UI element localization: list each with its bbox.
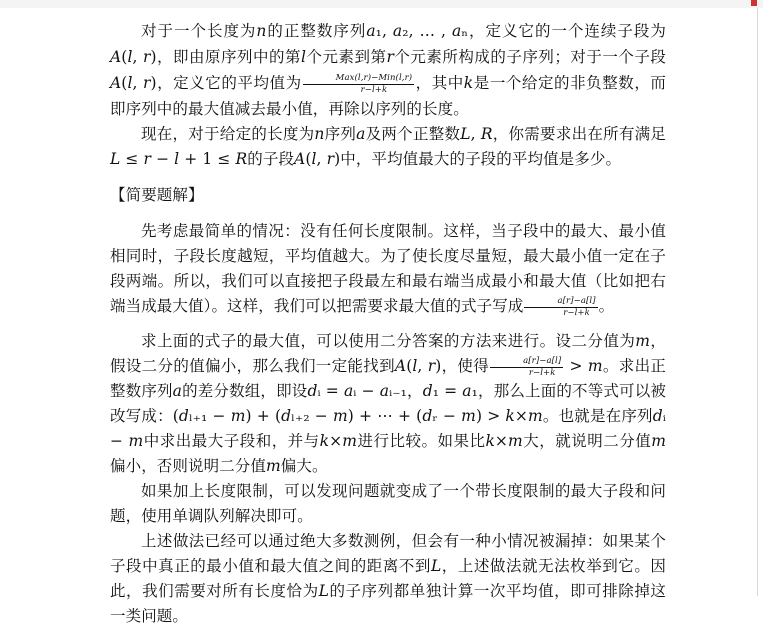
paragraph-simple-case: [110, 219, 666, 319]
average-formula: [303, 73, 415, 96]
paragraph-problem-definition: [110, 18, 666, 122]
paragraph-edge-case: 上述做法已经可以通过绝大多数测例，但会有一种小情况被漏掉：如果某个子段中真正的最小值和最大值之间的距离不到𝐿，上述做法就无法枚举到它。因此，我们需要对所有长度恰为𝐿的子序列都单独计算一次平均值，即可排除掉这一类问题。: [110, 532, 666, 625]
section-heading: 【简要题解】: [110, 186, 204, 204]
paragraph-task: 现在，对于给定的长度为𝑛序列𝑎及两个正整数𝐿, 𝑅，你需要求出在所有满足𝐿 ≤ 𝑟 − 𝑙 + 1 ≤ 𝑅的子段𝐴(𝑙, 𝑟)中，平均值最大的子段的平均值是多少。: [110, 125, 666, 168]
window-top-strip: [0, 0, 763, 8]
formula-denominator: r−l+k: [528, 367, 556, 378]
close-marker: [751, 0, 757, 6]
formula-denominator: r−l+k: [360, 84, 388, 95]
target-formula: [524, 296, 597, 319]
formula-numerator: Max(l,r)−Min(l,r): [303, 73, 415, 85]
paragraph-text: 对于一个长度为𝑛的正整数序列𝑎₁, 𝑎₂, … , 𝑎ₙ，定义它的一个连续子段为𝐴(𝑙, 𝑟)，即由原序列中的第𝑙个元素到第𝑟个元素所构成的子序列；对于一个子段𝐴(𝑙, 𝑟)，定义它的平均值为: [110, 22, 666, 92]
paragraph-length-limit: 如果加上长度限制，可以发现问题就变成了一个带长度限制的最大子段和问题，使用单调队列解决即可。: [110, 482, 666, 525]
paragraph-text: 。: [598, 297, 615, 315]
inequality-formula: [490, 356, 563, 379]
paragraph-text: 先考虑最简单的情况：没有任何长度限制。这样，当子段中的最大、最小值相同时，子段长度越短，平均值越大。为了使长度尽量短，最大最小值一定在子段两端。所以，我们可以直接把子段最左和最右端当成最小和最大值（比如把右端当成最大值）。这样，我们可以把需要求最大值的式子写成: [110, 222, 666, 315]
scrollbar-track[interactable]: [757, 8, 758, 596]
formula-numerator: a[r]−a[l]: [524, 296, 597, 308]
paragraph-text: ，其中𝑘是一个给定的非负整数，而即序列中的最大值减去最小值，再除以序列的长度。: [110, 74, 666, 118]
paragraph-text: 求上面的式子的最大值，可以使用二分答案的方法来进行。设二分值为𝑚，假设二分的值偏小，那么我们一定能找到𝐴(𝑙, 𝑟)，使得: [110, 332, 666, 375]
formula-denominator: r−l+k: [563, 307, 590, 318]
paragraph-text: > 𝑚。求出正整数序列𝑎的差分数组，即设𝑑ᵢ = 𝑎ᵢ − 𝑎ᵢ₋₁，𝑑₁ = 𝑎₁，那么上面的不等式可以被改写成：(𝑑ₗ₊₁ − 𝑚) + (𝑑ₗ₊₂ − 𝑚) + ⋯ + (𝑑ᵣ − 𝑚) > 𝑘×𝑚。也就是在序列𝑑ᵢ − 𝑚中求出最大子段和，并与𝑘×𝑚进行比较。如果比𝑘×𝑚大，就说明二分值𝑚偏小，否则说明二分值𝑚偏大。: [110, 357, 667, 475]
formula-numerator: a[r]−a[l]: [490, 356, 563, 368]
document-body: [110, 18, 666, 629]
paragraph-binary-search: [110, 329, 666, 479]
